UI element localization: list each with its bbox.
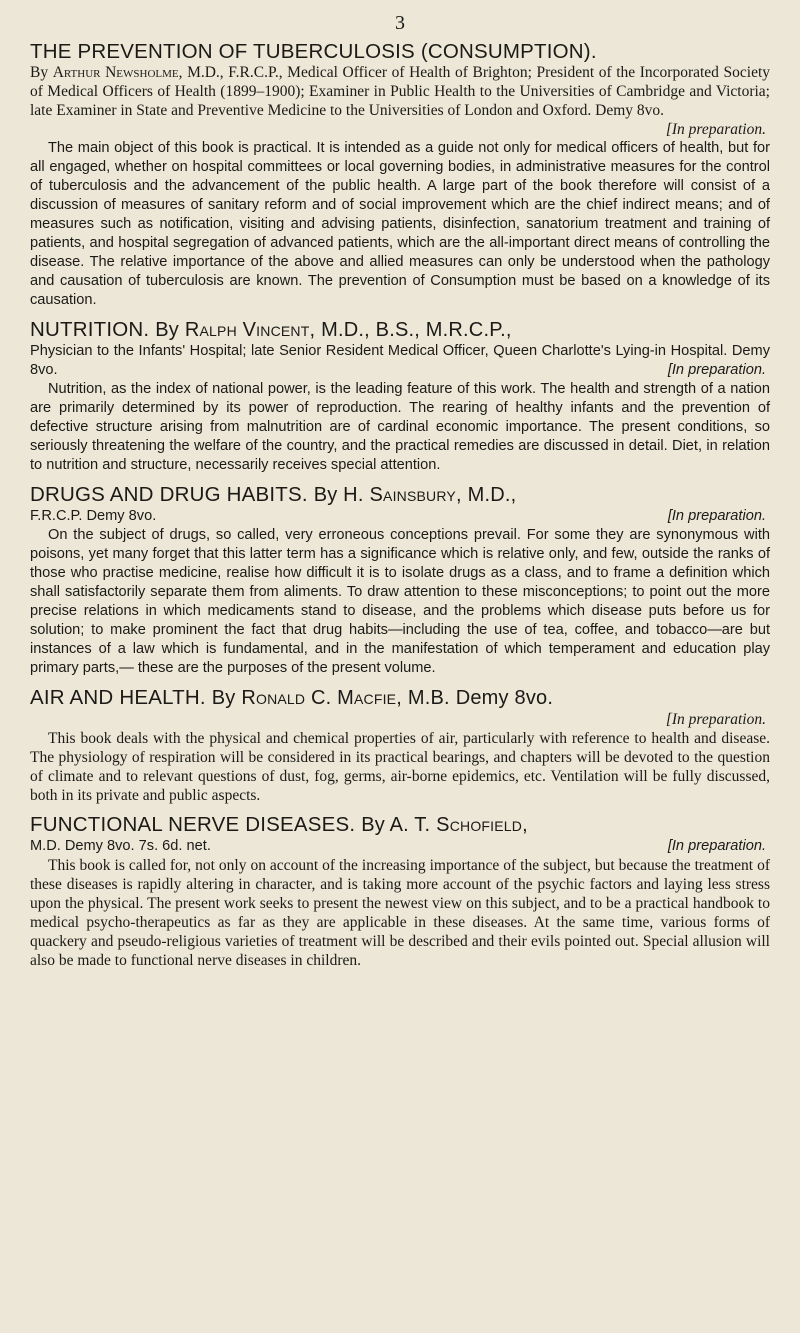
book-title-line	[30, 318, 770, 342]
by-label: By A. T.	[361, 814, 431, 836]
book-title-line	[30, 813, 770, 837]
by-label: By	[30, 64, 49, 81]
author-name: Arthur Newsholme,	[52, 64, 183, 81]
book-description: The main object of this book is practical. It is intended as a guide not only for medical officers of health, but for all engaged, whether on hospital committees or local governing bodies, in administrative measures for the control of tuberculosis and the advancement of the public health. A large part of the book therefore will consist of a discussion of measures of sanitary reform and of social improvement which are the chief indirect means; and of measures such as notification, visiting and advising patients, disinfection, sanatorium treatment and training of patients, and hospital segregation of advanced patients, which are the all-important direct means of controlling the disease. The relative importance of the above and allied measures can only be understood when the pathology and causation of tuberculosis are known. The prevention of Consumption must be based on a knowledge of its causation.	[30, 140, 770, 308]
by-label: By	[155, 319, 179, 341]
book-format: Demy 8vo.	[455, 687, 554, 709]
book-entry-nerve-diseases	[30, 813, 770, 970]
by-label: By H.	[313, 484, 364, 506]
author-degrees: M.B.	[407, 687, 450, 709]
book-title: FUNCTIONAL NERVE DISEASES.	[30, 813, 356, 836]
book-title: NUTRITION.	[30, 318, 150, 341]
by-label: By	[211, 687, 236, 709]
author-credentials: F.R.C.P. Demy 8vo.	[30, 508, 157, 524]
author-degrees: M.D., B.S., M.R.C.P.,	[321, 319, 512, 341]
book-meta	[30, 507, 770, 526]
book-meta	[30, 63, 770, 120]
book-entry-tuberculosis	[30, 40, 770, 310]
author-credentials: M.D., F.R.C.P., Medical Officer of Health of Brighton; President of the Incorporated Society of Medical Officers of Health (1899–1900); Examiner in Public Health to the Universities of Cambridge and Victoria; late Examiner in State and Preventive Medicine to the Universities of London and Oxford. Demy 8vo.	[30, 64, 771, 119]
book-title: THE PREVENTION OF TUBERCULOSIS (CONSUMPTION).	[30, 40, 597, 63]
publication-status: [In preparation.	[667, 838, 766, 854]
author-name: Sainsbury,	[369, 484, 462, 506]
book-entry-nutrition	[30, 318, 770, 475]
book-entry-drugs	[30, 483, 770, 678]
author-credentials: M.D. Demy 8vo. 7s. 6d. net.	[30, 838, 211, 854]
page-number: 3	[395, 12, 405, 34]
book-title-line	[30, 483, 770, 507]
author-credentials: Physician to the Infants' Hospital; late Senior Resident Medical Officer, Queen Charlotte's Lying-in Hospital. Demy 8vo.	[30, 343, 770, 378]
publication-status: [In preparation.	[667, 508, 766, 524]
book-title-line	[30, 686, 770, 710]
book-meta	[30, 837, 770, 856]
book-title: AIR AND HEALTH.	[30, 686, 206, 709]
book-entry-air-health	[30, 686, 770, 805]
author-degrees: M.D.,	[467, 484, 517, 506]
book-description: This book is called for, not only on account of the increasing importance of the subject, but because the treatment of these diseases is rapidly altering in character, and is taking more account of the psychic factors and laying less stress upon the physical. The present work seeks to present the newest view on this subject, and to be a practical handbook to medical psycho-therapeutics as far as they are applicable in these diseases. At the same time, various forms of quackery and pseudo-religious varieties of treatment will be described and their evils pointed out. Special allusion will also be made to functional nerve diseases in children.	[30, 857, 770, 969]
book-description: This book deals with the physical and chemical properties of air, particularly with reference to health and disease. The physiology of respiration will be considered in its practical bearings, and chapters will be devoted to the question of climate and to relevant questions of dust, fog, germs, air-borne epidemics, etc. Ventilation will be fully discussed, both in its private and public aspects.	[30, 730, 770, 804]
publication-status: [In preparation.	[665, 711, 766, 728]
author-name: Ronald C. Macfie,	[241, 687, 402, 709]
publication-status: [In preparation.	[667, 362, 766, 378]
publication-status: [In preparation.	[665, 121, 766, 138]
author-name: Schofield,	[436, 814, 528, 836]
book-meta	[30, 342, 770, 380]
book-title: DRUGS AND DRUG HABITS.	[30, 483, 308, 506]
book-description: Nutrition, as the index of national power, is the leading feature of this work. The health and strength of a nation are primarily determined by its power of reproduction. The rearing of healthy infants and the prevention of defective structure arising from malnutrition are of cardinal economic importance. The present conditions, so seriously threatening the welfare of the country, and the practical remedies are discussed in detail. Diet, in relation to nutrition and structure, necessarily receives special attention.	[30, 381, 770, 473]
book-description: On the subject of drugs, so called, very erroneous conceptions prevail. For some they are synonymous with poisons, yet many forget that this latter term has a significance which is relative only, and few, outside the ranks of those who practise medicine, realise how difficult it is to isolate drugs as a class, and to frame a definition which shall satisfactorily separate them from aliments. To draw attention to these misconceptions; to point out the more precise relations in which medicaments stand to disease, and the problems which disease puts before us for solution; to make prominent the fact that drug habits—including the use of tea, coffee, and tobacco—are but instances of a law which is fundamental, and in the manifestation of which temperament and education play primary parts,— these are the purposes of the present volume.	[30, 527, 770, 676]
author-name: Ralph Vincent,	[184, 319, 316, 341]
